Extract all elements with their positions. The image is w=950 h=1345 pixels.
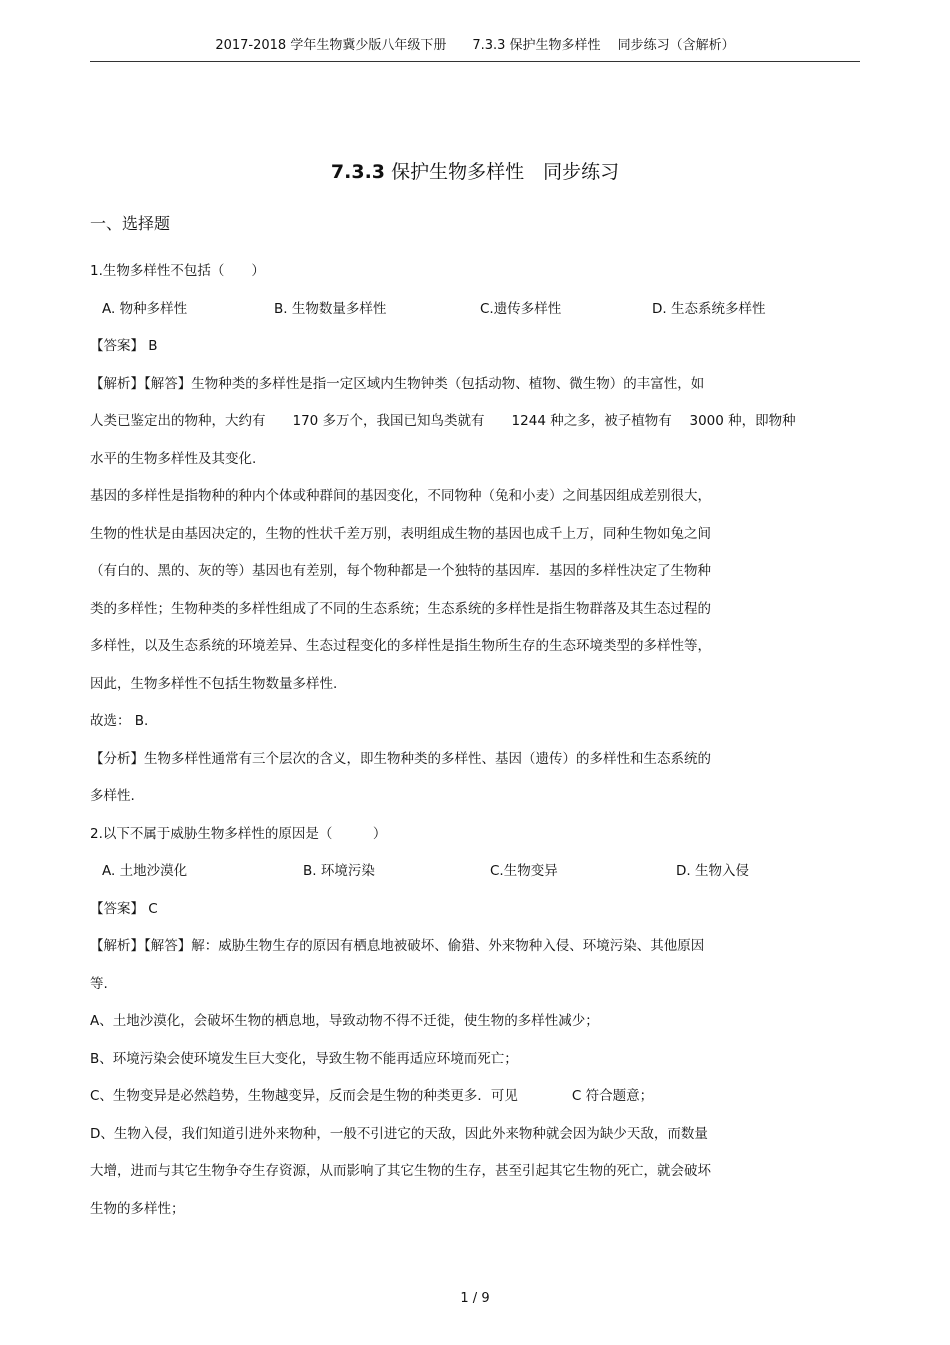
q2-option-b: B. 环境污染 [303, 863, 375, 879]
section-heading: 一、选择题 [90, 214, 171, 233]
q1-option-c: C.遗传多样性 [480, 300, 562, 317]
q1-analysis-line: 人类已鉴定出的物种，大约有 170 多万个，我国已知鸟类就有 1244 种之多，被子植物有 3000 种，即物种 [90, 413, 796, 429]
title-number: 7.3.3 [330, 161, 386, 183]
title-text: 保护生物多样性 同步练习 [385, 161, 620, 183]
q2-analysis-line: B、环境污染会使环境发生巨大变化，导致生物不能再适应环境而死亡； [90, 1050, 518, 1067]
header-text: 2017-2018 学年生物冀少版八年级下册 7.3.3 保护生物多样性 同步练习（含解析） [215, 38, 735, 53]
q2-analysis-line: D、生物入侵，我们知道引进外来物种，一般不引进它的天敌，因此外来物种就会因为缺少天敌，而数量 [90, 1125, 708, 1142]
q2-analysis-line: A、土地沙漠化，会破坏生物的栖息地，导致动物不得不迁徙，使生物的多样性减少； [90, 1013, 599, 1029]
q2-analysis-line: 大增，进而与其它生物争夺生存资源，从而影响了其它生物的生存，甚至引起其它生物的死亡，就会破坏 [90, 1163, 711, 1179]
q1-analysis-line: 【分析】生物多样性通常有三个层次的含义，即生物种类的多样性、基因（遗传）的多样性和生态系统的 [90, 750, 711, 767]
q1-analysis-line: 类的多样性；生物种类的多样性组成了不同的生态系统；生态系统的多样性是指生物群落及其生态过程的 [90, 600, 711, 617]
q2-option-c: C.生物变异 [490, 863, 558, 879]
page-number: 1 / 9 [460, 1291, 490, 1306]
q2-analysis-line: C、生物变异是必然趋势，生物越变异，反而会是生物的种类更多．可见 C 符合题意； [90, 1088, 654, 1104]
q1-answer: 【答案】 B [90, 338, 158, 354]
question-2-options [90, 861, 860, 899]
q1-option-a: A. 物种多样性 [102, 300, 188, 317]
q1-analysis-line: （有白的、黑的、灰的等）基因也有差别，每个物种都是一个独特的基因库．基因的多样性决定了生物种 [90, 563, 711, 579]
q1-analysis-line: 多样性，以及生态系统的环境差异、生态过程变化的多样性是指生物所生存的生态环境类型的多样性等， [90, 638, 711, 654]
document-title [0, 160, 950, 184]
question-1-options [90, 299, 860, 337]
page-header [90, 36, 860, 62]
q1-analysis-line: 故选： B. [90, 713, 149, 729]
q1-analysis-line: 【解析】【解答】生物种类的多样性是指一定区域内生物钟类（包括动物、植物、微生物）的丰富性，如 [90, 375, 705, 392]
q2-analysis-line: 等. [90, 975, 108, 992]
q2-answer: 【答案】 C [90, 900, 158, 917]
question-2-stem: 2.以下不属于威胁生物多样性的原因是（ ） [90, 825, 387, 842]
q1-analysis-line: 基因的多样性是指物种的种内个体或种群间的基因变化，不同物种（兔和小麦）之间基因组成差别很大， [90, 488, 711, 504]
q1-option-d: D. 生态系统多样性 [652, 300, 766, 317]
q1-analysis-line: 生物的性状是由基因决定的，生物的性状千差万别，表明组成生物的基因也成千上万，同种生物如兔之间 [90, 525, 711, 542]
q1-analysis-line: 水平的生物多样性及其变化. [90, 450, 257, 467]
q2-analysis-line: 【解析】【解答】解：威胁生物生存的原因有栖息地被破坏、偷猎、外来物种入侵、环境污染、其他原因 [90, 938, 705, 954]
q1-analysis-line: 因此，生物多样性不包括生物数量多样性. [90, 675, 338, 692]
q2-option-d: D. 生物入侵 [676, 863, 749, 879]
q2-option-a: A. 土地沙漠化 [102, 863, 188, 879]
document-body [90, 261, 860, 1236]
q1-analysis-line: 多样性. [90, 788, 135, 804]
q1-option-b: B. 生物数量多样性 [274, 300, 387, 317]
question-1-stem: 1.生物多样性不包括（ ） [90, 263, 265, 279]
q2-analysis-line: 生物的多样性； [90, 1200, 185, 1217]
